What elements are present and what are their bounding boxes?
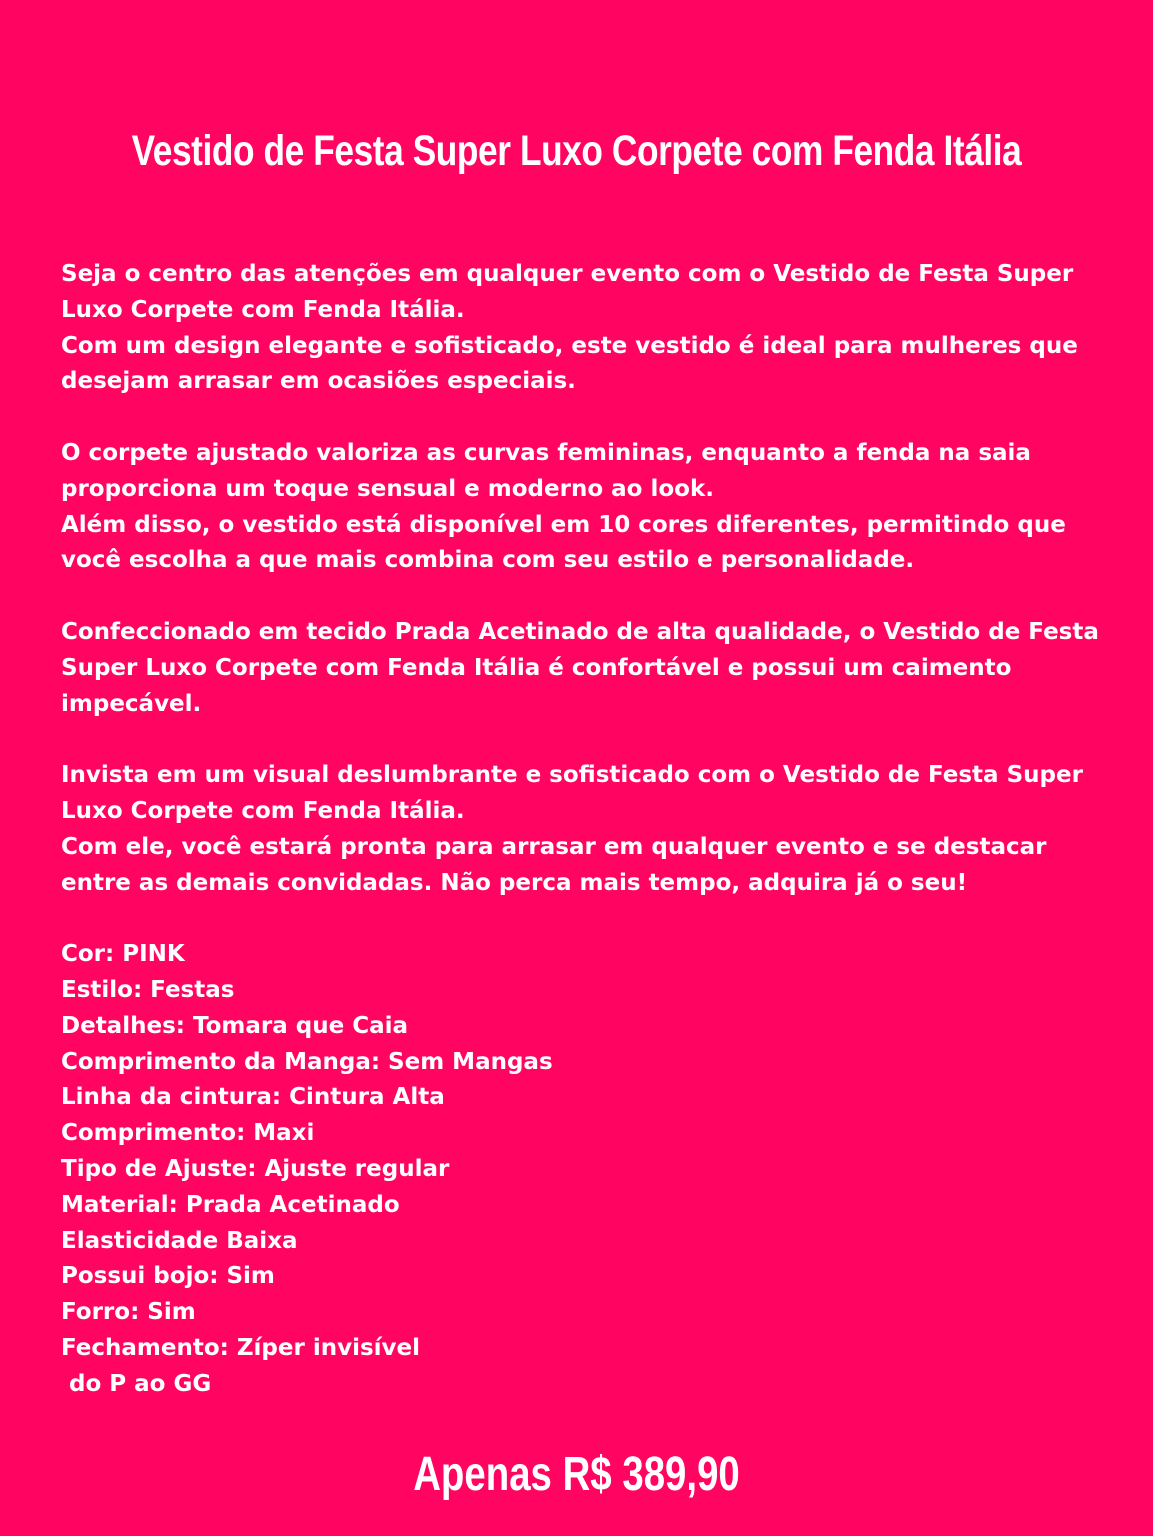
spec-item: do P ao GG — [61, 1370, 212, 1397]
spec-item: Forro: Sim — [61, 1299, 196, 1326]
spec-item: Elasticidade Baixa — [61, 1227, 298, 1254]
spec-item: Linha da cintura: Cintura Alta — [61, 1084, 445, 1111]
spec-item: Tipo de Ajuste: Ajuste regular — [61, 1155, 450, 1182]
product-title: Vestido de Festa Super Luxo Corpete com Fenda Itália — [131, 126, 1022, 175]
spec-item: Detalhes: Tomara que Caia — [61, 1012, 408, 1039]
description-line: Seja o centro das atenções em qualquer evento com o Vestido de Festa Super Luxo Corpete com Fenda Itália. — [61, 261, 1074, 323]
spec-item: Cor: PINK — [61, 941, 185, 968]
description-line: Invista em um visual deslumbrante e sofisticado com o Vestido de Festa Super Luxo Corpete com Fenda Itália. — [61, 762, 1083, 824]
description-paragraph — [61, 257, 1101, 400]
spec-item: Possui bojo: Sim — [61, 1263, 275, 1290]
spec-item: Estilo: Festas — [61, 976, 235, 1003]
description-line: Com ele, você estará pronta para arrasar em qualquer evento e se destacar entre as demais convidadas. Não perca mais tempo, adquira já o seu! — [61, 833, 1047, 896]
spec-item: Comprimento da Manga: Sem Mangas — [61, 1048, 553, 1075]
description-paragraph — [61, 615, 1101, 722]
description-paragraph — [61, 758, 1101, 901]
product-specs-list — [61, 937, 1101, 1402]
product-description — [61, 257, 1101, 1403]
description-line: Além disso, o vestido está disponível em 10 cores diferentes, permitindo que você escolha a que mais combina com seu estilo e personalidade. — [61, 511, 1066, 574]
spec-item: Material: Prada Acetinado — [61, 1191, 400, 1218]
description-line: O corpete ajustado valoriza as curvas femininas, enquanto a fenda na saia proporciona um toque sensual e moderno ao look. — [61, 439, 1031, 502]
description-paragraph — [61, 436, 1101, 579]
spec-item: Fechamento: Zíper invisível — [61, 1334, 421, 1361]
description-line: Confeccionado em tecido Prada Acetinado de alta qualidade, o Vestido de Festa Super Luxo Corpete com Fenda Itália é confortável e possui um caimento impecável. — [61, 618, 1099, 717]
description-line: Com um design elegante e sofisticado, este vestido é ideal para mulheres que desejam arrasar em ocasiões especiais. — [61, 332, 1078, 395]
price-label: Apenas R$ 389,90 — [413, 1448, 740, 1501]
spec-item: Comprimento: Maxi — [61, 1120, 315, 1147]
